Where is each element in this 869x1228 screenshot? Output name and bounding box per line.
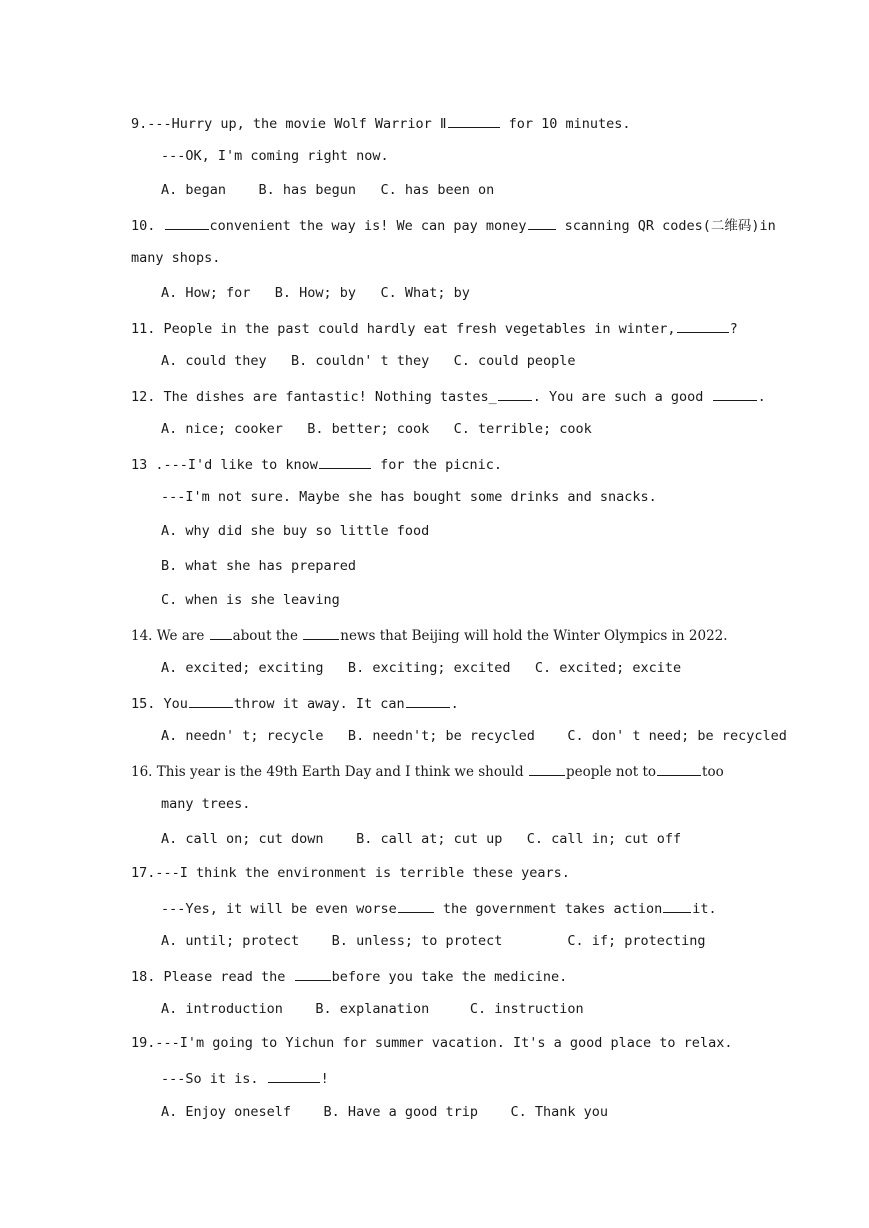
question-17-reply <box>161 898 717 916</box>
q18-stem-tail: before you take the medicine. <box>331 969 568 985</box>
question-10-stem <box>131 215 776 233</box>
q14-stem-mid: about the <box>232 628 303 644</box>
question-11-options: A. could they B. couldn' t they C. could people <box>161 353 576 369</box>
answer-blank <box>210 625 232 640</box>
question-13-stem <box>131 454 502 472</box>
q17-reply-text: ---Yes, it will be even worse <box>161 901 397 917</box>
question-12-options: A. nice; cooker B. better; cook C. terrible; cook <box>161 421 592 437</box>
q9-stem-tail: for 10 minutes. <box>500 116 631 132</box>
q17-reply-mid: the government takes action <box>434 901 663 917</box>
q12-stem-text: 12. The dishes are fantastic! Nothing tastes_ <box>131 389 497 405</box>
question-17-options: A. until; protect B. unless; to protect C. if; protecting <box>161 933 706 949</box>
question-9-reply: ---OK, I'm coming right now. <box>161 148 389 164</box>
q15-stem-mid: throw it away. It can <box>233 696 405 712</box>
question-14-options: A. excited; exciting B. exciting; excited C. excited; excite <box>161 660 682 676</box>
q13-stem-text: 13 .---I'd like to know <box>131 457 318 473</box>
q18-stem-text: 18. Please read the <box>131 969 294 985</box>
answer-blank <box>528 215 556 230</box>
question-13-option-b: B. what she has prepared <box>161 558 357 574</box>
q14-stem-tail: news that Beijing will hold the Winter Olympics in 2022. <box>340 628 728 644</box>
q15-stem-tail: . <box>450 696 459 712</box>
question-13-reply: ---I'm not sure. Maybe she has bought some drinks and snacks. <box>161 489 657 505</box>
q13-stem-tail: for the picnic. <box>371 457 502 473</box>
answer-blank <box>406 693 450 708</box>
question-16-options: A. call on; cut down B. call at; cut up C. call in; cut off <box>161 831 682 847</box>
question-12-stem <box>131 386 766 404</box>
answer-blank <box>713 386 757 401</box>
q10-stem-tail: scanning QR codes(二维码)in <box>556 218 776 234</box>
question-16-stem <box>131 761 724 779</box>
question-19-options: A. Enjoy oneself B. Have a good trip C. Thank you <box>161 1104 609 1120</box>
answer-blank <box>529 761 565 776</box>
q12-stem-mid: . You are such a good <box>532 389 712 405</box>
answer-blank <box>498 386 532 401</box>
q11-stem-tail: ? <box>729 321 738 337</box>
answer-blank <box>303 625 339 640</box>
answer-blank <box>398 898 434 913</box>
answer-blank <box>657 761 701 776</box>
question-14-stem <box>131 625 728 643</box>
q10-number: 10. <box>131 218 164 234</box>
answer-blank <box>165 215 209 230</box>
answer-blank <box>319 454 371 469</box>
q16-stem-text: 16. This year is the 49th Earth Day and I think we should <box>131 764 528 780</box>
q19-reply-text: ---So it is. <box>161 1071 267 1087</box>
question-10-options: A. How; for B. How; by C. What; by <box>161 285 470 301</box>
question-13-option-a: A. why did she buy so little food <box>161 523 430 539</box>
question-18-options: A. introduction B. explanation C. instruction <box>161 1001 584 1017</box>
q17-reply-tail: it. <box>692 901 717 917</box>
q14-stem-text: 14. We are <box>131 628 209 644</box>
question-10-continuation: many shops. <box>131 250 221 266</box>
answer-blank <box>663 898 691 913</box>
question-15-options: A. needn' t; recycle B. needn't; be recycled C. don' t need; be recycled <box>161 728 787 744</box>
question-13-option-c: C. when is she leaving <box>161 592 340 608</box>
q9-stem-text: 9.---Hurry up, the movie Wolf Warrior Ⅱ <box>131 116 447 132</box>
q12-stem-tail: . <box>757 389 766 405</box>
question-9-stem <box>131 113 631 131</box>
q16-stem-tail: too <box>702 764 724 780</box>
question-16-continuation: many trees. <box>161 796 251 812</box>
answer-blank <box>295 966 331 981</box>
question-18-stem <box>131 966 567 984</box>
q10-stem-text: convenient the way is! We can pay money <box>209 218 527 234</box>
q16-stem-mid: people not to <box>565 764 657 780</box>
answer-blank <box>677 318 729 333</box>
question-9-options: A. began B. has begun C. has been on <box>161 182 495 198</box>
q15-stem-text: 15. You <box>131 696 188 712</box>
answer-blank <box>189 693 233 708</box>
question-15-stem <box>131 693 459 711</box>
answer-blank <box>268 1068 320 1083</box>
q11-stem-text: 11. People in the past could hardly eat fresh vegetables in winter, <box>131 321 676 337</box>
answer-blank <box>448 113 500 128</box>
question-11-stem <box>131 318 738 336</box>
question-17-stem: 17.---I think the environment is terrible these years. <box>131 865 570 881</box>
question-19-stem: 19.---I'm going to Yichun for summer vacation. It's a good place to relax. <box>131 1035 733 1051</box>
question-19-reply <box>161 1068 329 1086</box>
q19-reply-tail: ! <box>320 1071 329 1087</box>
